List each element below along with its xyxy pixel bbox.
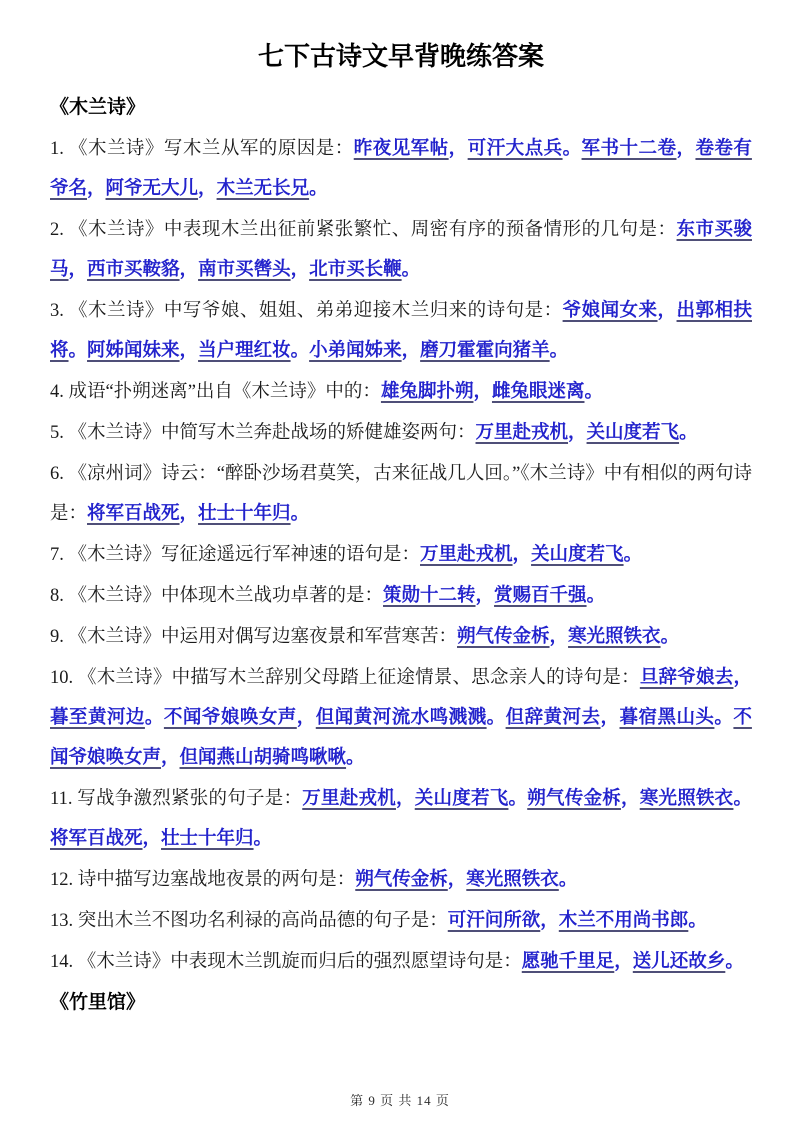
answer-punctuation: 。	[68, 341, 88, 361]
answer-phrase: 寒光照铁衣	[466, 870, 559, 890]
question-text: 10. 《木兰诗》中描写木兰辞别父母踏上征途情景、思念亲人的诗句是：	[50, 668, 640, 688]
answer-phrase: 但闻黄河流水鸣溅溅	[315, 708, 487, 728]
answer-punctuation: ，	[68, 260, 88, 280]
answer-phrase: 关山度若飞	[531, 545, 624, 565]
answer-punctuation: ，	[620, 789, 640, 809]
qa-item	[50, 658, 752, 778]
section-heading-mulan: 《木兰诗》	[50, 97, 146, 118]
answer-punctuation: 。	[290, 504, 310, 524]
question-text: 5. 《木兰诗》中简写木兰奔赴战场的矫健雄姿两句：	[50, 423, 476, 443]
page-title: 七下古诗文早背晚练答案	[257, 42, 544, 71]
answer-phrase: 关山度若飞	[586, 423, 680, 443]
answer-punctuation: 。	[290, 341, 310, 361]
answer-phrase: 出郭相扶将	[50, 301, 752, 361]
answer-punctuation: 。	[584, 382, 603, 402]
answer-punctuation: 。	[623, 545, 643, 565]
question-text: 7. 《木兰诗》写征途遥远行军神速的语句是：	[50, 545, 421, 565]
answer-punctuation: 。	[733, 789, 752, 809]
answer-punctuation: 。	[679, 423, 698, 443]
answer-punctuation: ，	[296, 708, 316, 728]
answer-punctuation: ，	[657, 301, 677, 321]
answer-phrase: 朔气传金柝	[527, 789, 621, 809]
answer-punctuation: ，	[540, 911, 559, 931]
answer-punctuation: ，	[512, 545, 532, 565]
answer-punctuation: ，	[87, 179, 106, 199]
answer-punctuation: 。	[725, 952, 744, 972]
question-text: 1. 《木兰诗》写木兰从军的原因是：	[50, 139, 354, 159]
answer-phrase: 南市买辔头	[198, 260, 291, 280]
answer-phrase: 万里赴戎机	[475, 423, 569, 443]
qa-item	[50, 372, 752, 412]
question-text: 8. 《木兰诗》中体现木兰战功卓著的是：	[50, 586, 384, 606]
qa-item	[50, 860, 752, 900]
answer-punctuation: ，	[549, 627, 569, 647]
qa-item	[50, 413, 752, 453]
answer-phrase: 木兰无长兄	[216, 179, 310, 199]
question-text: 3. 《木兰诗》中写爷娘、姐姐、弟弟迎接木兰归来的诗句是：	[50, 301, 563, 321]
answer-phrase: 策勋十二转	[383, 586, 476, 606]
answer-punctuation: ，	[614, 952, 633, 972]
answer-phrase: 爷娘闻女来	[562, 301, 658, 321]
answer-phrase: 卷卷有爷名	[50, 139, 752, 199]
answer-phrase: 朔气传金柝	[355, 870, 448, 890]
answer-phrase: 阿爷无大儿	[105, 179, 199, 199]
answer-punctuation: ，	[179, 504, 199, 524]
question-text: 14. 《木兰诗》中表现木兰凯旋而归后的强烈愿望诗句是：	[50, 952, 522, 972]
answer-punctuation: 。	[558, 870, 578, 890]
answer-phrase: 北市买长鞭	[309, 260, 402, 280]
answer-punctuation: ，	[179, 260, 199, 280]
qa-item	[50, 779, 752, 859]
answer-punctuation: ，	[142, 829, 162, 849]
answer-punctuation: 。	[508, 789, 528, 809]
qa-list	[50, 129, 752, 982]
answer-punctuation: 。	[486, 708, 506, 728]
question-text: 13. 突出木兰不图功名利禄的高尚品德的句子是：	[50, 911, 448, 931]
qa-item	[50, 535, 752, 575]
question-text: 2. 《木兰诗》中表现木兰出征前紧张繁忙、周密有序的预备情形的几句是：	[50, 220, 677, 240]
answer-punctuation: 。	[562, 139, 582, 159]
answer-phrase: 寒光照铁衣	[639, 789, 734, 809]
answer-punctuation: ，	[290, 260, 310, 280]
answer-phrase: 东市买骏马	[50, 220, 752, 280]
section-heading-zhuliguan: 《竹里馆》	[50, 992, 146, 1013]
answer-phrase: 但闻燕山胡骑鸣啾啾	[179, 748, 347, 768]
answer-punctuation: ，	[161, 748, 180, 768]
page-number-footer: 第 9 页 共 14 页	[350, 1093, 450, 1108]
answer-punctuation: ，	[198, 179, 217, 199]
answer-punctuation: ，	[475, 586, 495, 606]
answer-phrase: 壮士十年归	[198, 504, 291, 524]
answer-punctuation: 。	[144, 708, 164, 728]
answer-phrase: 旦辞爷娘去	[639, 668, 734, 688]
answer-punctuation: ，	[395, 789, 415, 809]
answer-phrase: 万里赴戎机	[420, 545, 513, 565]
answer-phrase: 军书十二卷	[581, 139, 677, 159]
qa-item	[50, 942, 752, 982]
qa-item	[50, 129, 752, 209]
question-text: 12. 诗中描写边塞战地夜景的两句是：	[50, 870, 356, 890]
qa-item	[50, 576, 752, 616]
answer-phrase: 当户理红妆	[198, 341, 291, 361]
answer-phrase: 愿驰千里足	[521, 952, 615, 972]
answer-punctuation: ，	[447, 870, 467, 890]
answer-phrase: 将军百战死	[50, 829, 143, 849]
answer-phrase: 但辞黄河去	[505, 708, 601, 728]
answer-phrase: 关山度若飞	[414, 789, 509, 809]
answer-phrase: 壮士十年归	[161, 829, 254, 849]
answer-phrase: 阿姊闻妹来	[87, 341, 180, 361]
answer-phrase: 可汗大点兵	[467, 139, 563, 159]
qa-item	[50, 617, 752, 657]
answer-punctuation: 。	[346, 748, 365, 768]
answer-punctuation: ，	[401, 341, 421, 361]
answer-phrase: 雄兔脚扑朔	[380, 382, 474, 402]
answer-punctuation: ，	[568, 423, 587, 443]
answer-phrase: 万里赴戎机	[302, 789, 396, 809]
answer-punctuation: 。	[253, 829, 273, 849]
answer-phrase: 暮至黄河边	[50, 708, 145, 728]
answer-punctuation: 。	[401, 260, 421, 280]
answer-punctuation: 。	[688, 911, 707, 931]
answer-punctuation: ，	[179, 341, 199, 361]
answer-punctuation: 。	[549, 341, 569, 361]
answer-punctuation: 。	[660, 627, 680, 647]
answer-punctuation: 。	[586, 586, 606, 606]
qa-item	[50, 901, 752, 941]
answer-phrase: 寒光照铁衣	[568, 627, 661, 647]
question-text: 11. 写战争激烈紧张的句子是：	[50, 789, 303, 809]
answer-phrase: 磨刀霍霍向猪羊	[420, 341, 550, 361]
qa-item	[50, 454, 752, 534]
answer-punctuation: ，	[600, 708, 620, 728]
answer-phrase: 朔气传金柝	[457, 627, 550, 647]
answer-phrase: 将军百战死	[87, 504, 180, 524]
answer-phrase: 西市买鞍貉	[87, 260, 180, 280]
answer-phrase: 不闻爷娘唤女声	[50, 708, 752, 768]
answer-punctuation: 。	[309, 179, 328, 199]
question-text: 9. 《木兰诗》中运用对偶写边塞夜景和军营寒苦：	[50, 627, 458, 647]
question-text: 6. 《凉州词》诗云：“醉卧沙场君莫笑，古来征战几人回。”《木兰诗》中有相似的两句诗是：	[50, 464, 752, 524]
answer-phrase: 昨夜见军帖	[353, 139, 449, 159]
answer-phrase: 不闻爷娘唤女声	[163, 708, 297, 728]
qa-item	[50, 291, 752, 371]
answer-phrase: 小弟闻姊来	[309, 341, 402, 361]
answer-phrase: 送儿还故乡	[632, 952, 726, 972]
answer-phrase: 木兰不用尚书郎	[558, 911, 689, 931]
answer-punctuation: ，	[473, 382, 492, 402]
answer-punctuation: 。	[714, 708, 734, 728]
qa-item	[50, 210, 752, 290]
answer-punctuation: ，	[676, 139, 696, 159]
answer-phrase: 暮宿黑山头	[619, 708, 715, 728]
question-text: 4. 成语“扑朔迷离”出自《木兰诗》中的：	[50, 382, 381, 402]
answer-punctuation: ，	[733, 668, 752, 688]
answer-phrase: 可汗问所欲	[447, 911, 541, 931]
answer-punctuation: ，	[448, 139, 468, 159]
answer-phrase: 赏赐百千强	[494, 586, 587, 606]
answer-phrase: 雌兔眼迷离	[491, 382, 585, 402]
